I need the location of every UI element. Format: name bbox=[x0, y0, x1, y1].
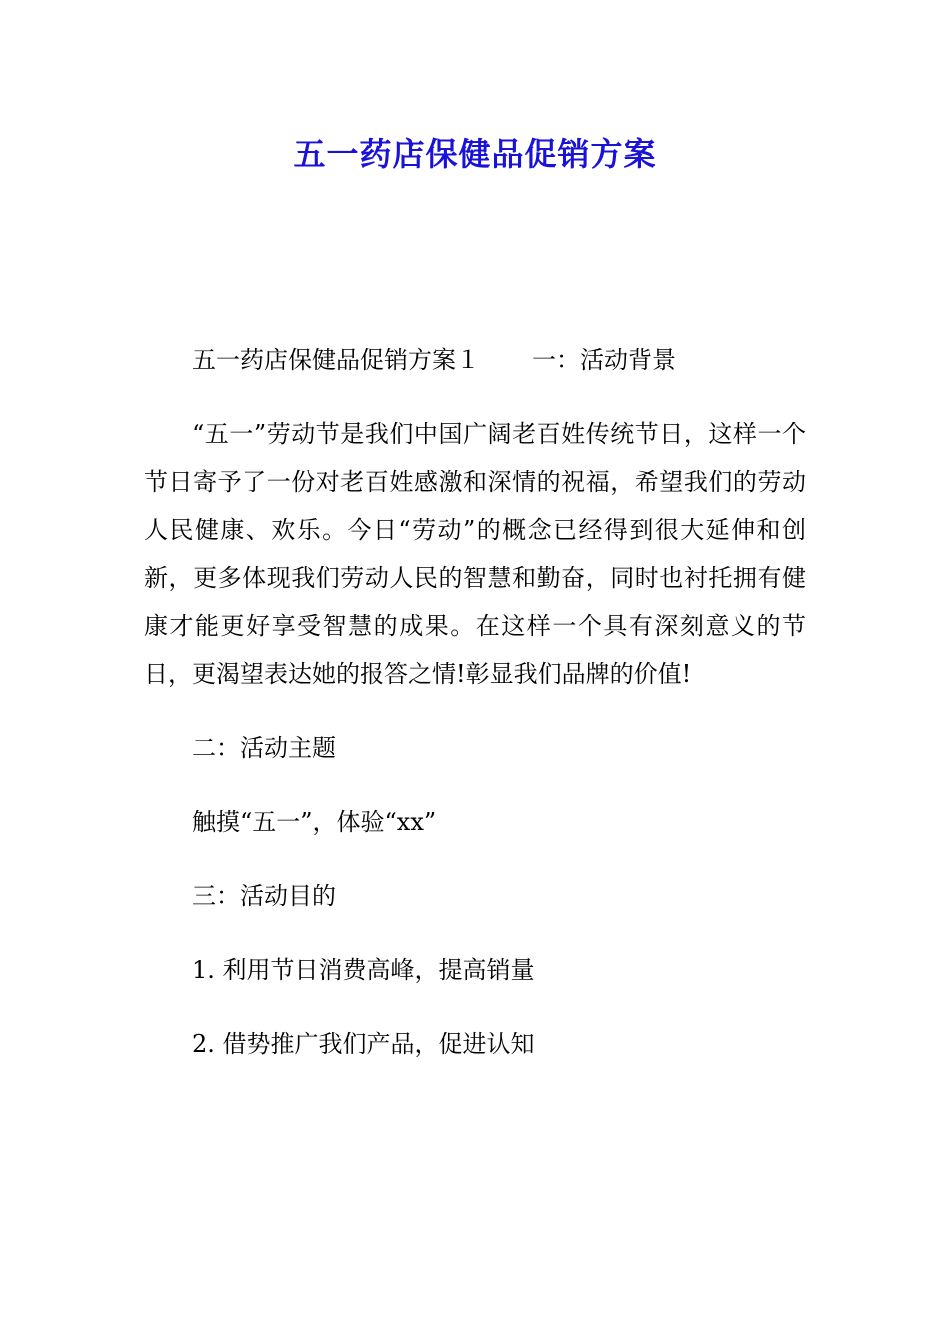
section2-text: 触摸“五一”，体验“xx” bbox=[192, 808, 437, 836]
section3-heading: 三：活动目的 bbox=[192, 882, 336, 910]
goal-item-1: 1. 利用节日消费高峰，提高销量 bbox=[192, 956, 535, 984]
background-paragraph: “五一”劳动节是我们中国广阔老百姓传统节日，这样一个节日寄予了一份对老百姓感激和深情的祝福，希望我们的劳动人民健康、欢乐。今日“劳动”的概念已经得到很大延伸和创新，更多体现我们劳动人民的智慧和勤奋，同时也衬托拥有健康才能更好享受智慧的成果。在这样一个具有深刻意义的节日，更渴望表达她的报答之情!彰显我们品牌的价值! bbox=[144, 420, 806, 688]
goal-item-2: 2. 借势推广我们产品，促进认知 bbox=[192, 1030, 535, 1058]
section2-heading: 二：活动主题 bbox=[192, 734, 336, 762]
document-title: 五一药店保健品促销方案 bbox=[293, 135, 657, 173]
intro-line bbox=[144, 336, 806, 384]
intro-title: 五一药店保健品促销方案１ bbox=[192, 346, 480, 374]
section1-heading: 一：活动背景 bbox=[532, 346, 676, 374]
document-body bbox=[144, 336, 806, 1094]
